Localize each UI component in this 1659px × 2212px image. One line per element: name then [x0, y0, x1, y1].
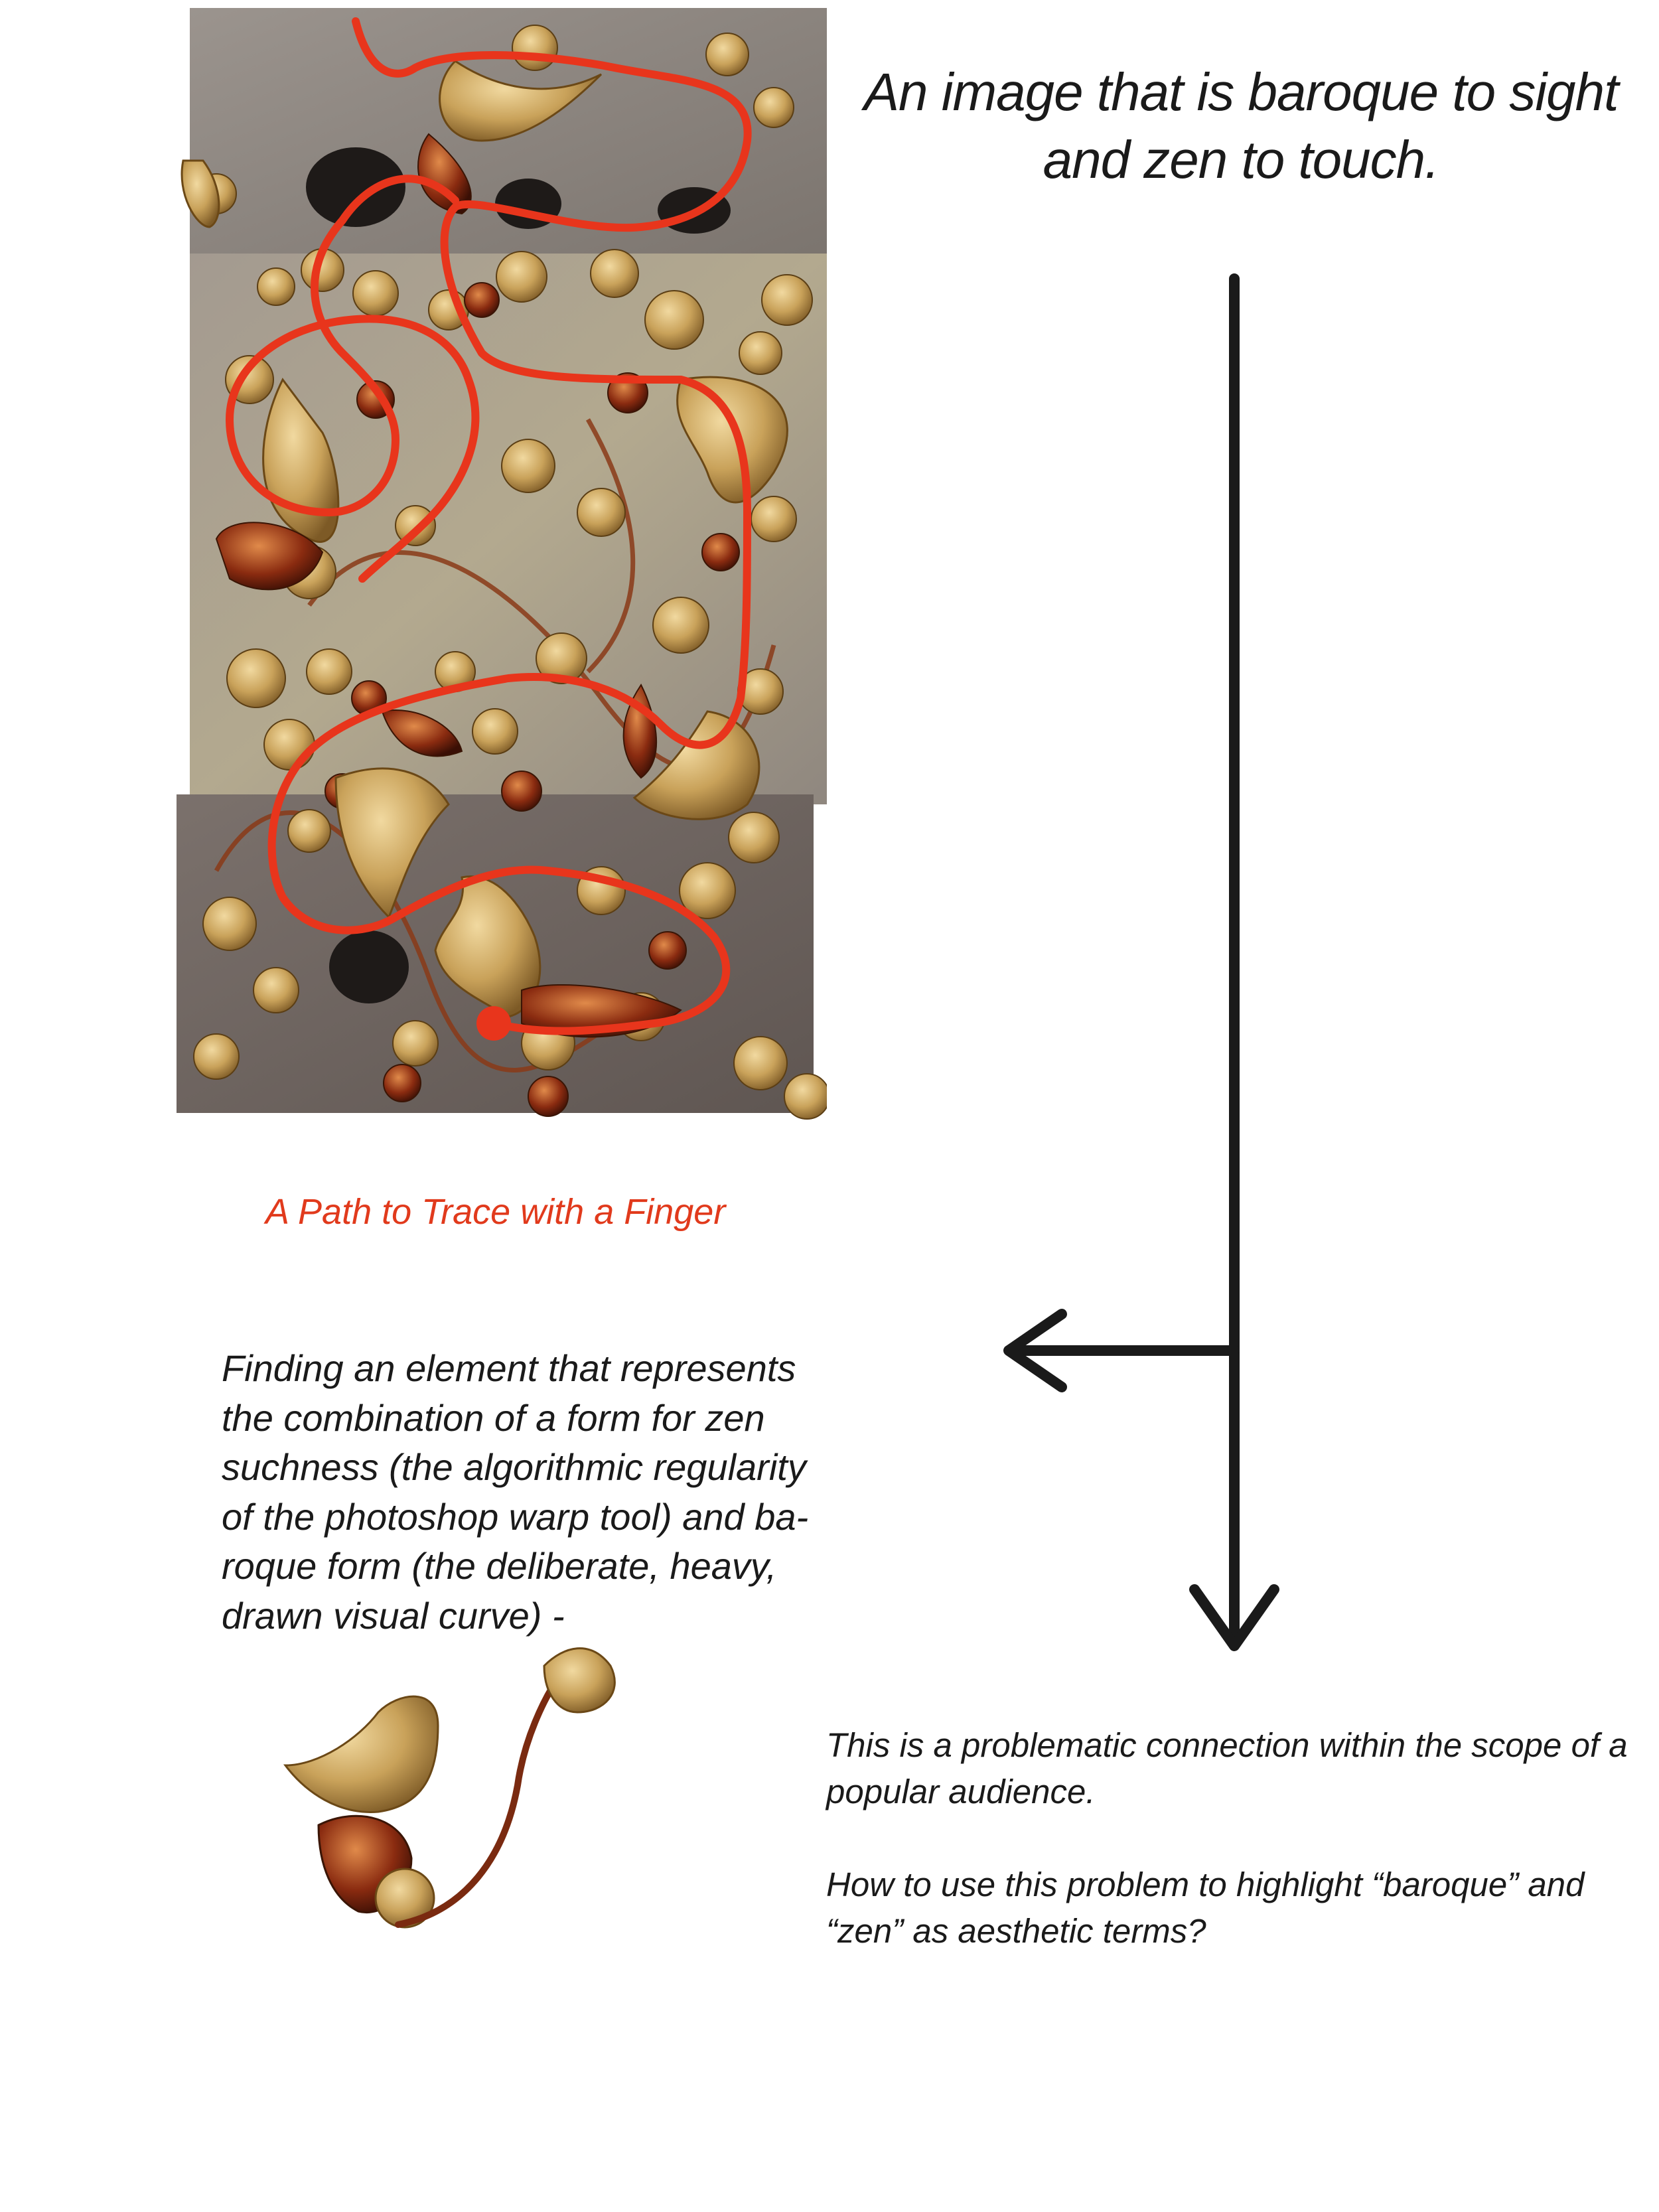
connector-arrows [989, 269, 1307, 1662]
coin-collage-image [177, 8, 827, 1130]
question-note: How to use this problem to highlight “baroque” and “zen” as aesthetic terms? [826, 1866, 1585, 1950]
warped-coin-image [279, 1639, 657, 1978]
page-title: An image that is baroque to sight and zen to touch. [863, 62, 1619, 189]
problem-note: This is a problematic connection within the scope of a popular audience. [826, 1726, 1628, 1810]
collage-caption: A Path to Trace with a Finger [265, 1192, 726, 1232]
trace-start-dot [476, 1006, 511, 1041]
description-text: Finding an element that represents the combination of a form for zen suchness (the algorithmic regularity of the photoshop warp tool) and ba-roque form (the deliberate, heavy, drawn visual curve) - [222, 1347, 809, 1637]
